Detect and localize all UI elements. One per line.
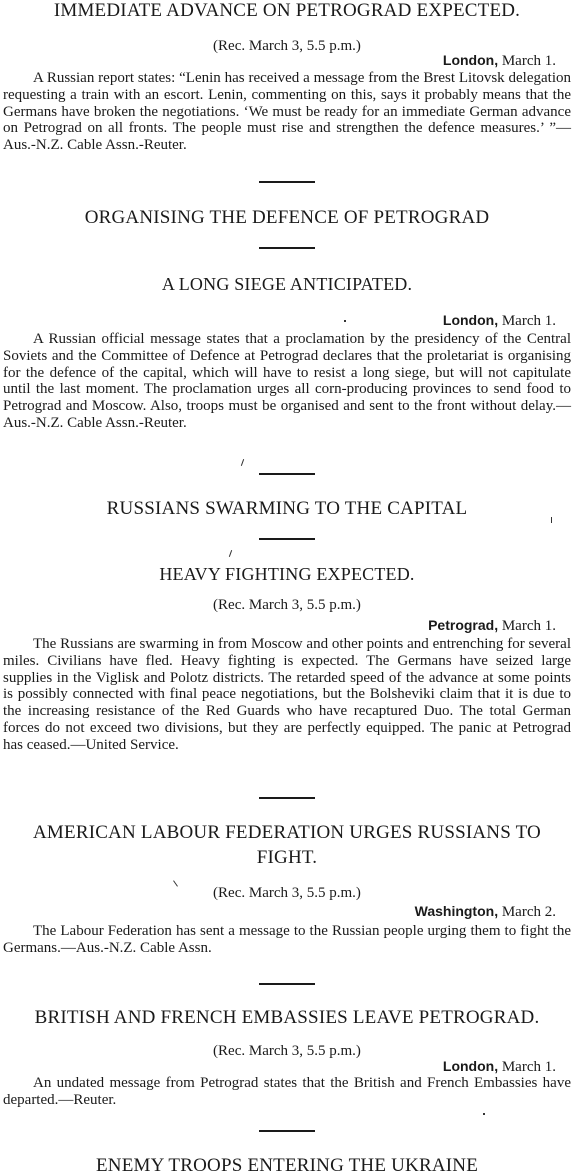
print-speck	[551, 517, 552, 523]
received-line: (Rec. March 3, 5.5 p.m.)	[213, 38, 361, 54]
print-speck	[483, 1113, 485, 1115]
article-body: A Russian report states: “Lenin has received a message from the Brest Litovsk delegation requesting a train with an escort. Lenin, commenting on this, says it probably means that the Germans have broken the negotiations. ‘We must be ready for an immediate German advance on Petrograd on all fronts. The people must rise and strengthen the defence measures.’ ”—Aus.-N.Z. Cable Assn.-Reuter.	[3, 70, 571, 154]
dateline-date: March 1.	[501, 1059, 556, 1075]
section-rule	[259, 473, 315, 475]
subheadline-long-siege: A LONG SIEGE ANTICIPATED.	[161, 274, 413, 294]
article-body: The Labour Federation has sent a message to the Russian people urging them to fight the Germans.—Aus.-N.Z. Cable Assn.	[3, 923, 571, 956]
print-speck	[344, 320, 346, 322]
article-body: An undated message from Petrograd states that the British and French Embassies have departed.—Reuter.	[3, 1075, 571, 1108]
headline-american-labour-line2: FIGHT.	[256, 847, 318, 868]
section-rule	[259, 538, 315, 540]
dateline-date: March 1.	[501, 313, 556, 329]
dateline-date: March 2.	[501, 904, 556, 920]
headline-russians-swarming: RUSSIANS SWARMING TO THE CAPITAL	[106, 498, 468, 519]
headline-enemy-troops: ENEMY TROOPS ENTERING THE UKRAINE	[95, 1155, 479, 1176]
subheadline-heavy-fighting: HEAVY FIGHTING EXPECTED.	[159, 564, 415, 584]
dateline-place: Washington,	[414, 903, 499, 919]
dateline	[0, 904, 574, 920]
article-body: The Russians are swarming in from Moscow and other points and entrenching for several miles. Civilians have fled. Heavy fighting is expected. The Germans have seized large supplies in the Viglisk and Polotz districts. The retarded speed of the advance at some points is possibly connected with final peace negotiations, but the Bolsheviki claim that it is due to the increasing resistance of the Red Guards who have recaptured Duo. The total German forces do not exceed two divisions, but they are perfectly equipped. The panic at Petrograd has ceased.—United Service.	[3, 636, 571, 753]
dateline-place: London,	[442, 312, 499, 328]
section-rule	[259, 247, 315, 249]
section-rule	[259, 181, 315, 183]
dateline	[0, 1059, 574, 1075]
headline-embassies-leave: BRITISH AND FRENCH EMBASSIES LEAVE PETROGRAD.	[34, 1007, 540, 1028]
headline-american-labour: AMERICAN LABOUR FEDERATION URGES RUSSIANS TO	[33, 822, 541, 843]
dateline-place: London,	[442, 1058, 499, 1074]
received-line: (Rec. March 3, 5.5 p.m.)	[213, 885, 361, 901]
dateline	[0, 618, 574, 634]
print-speck	[241, 459, 244, 466]
dateline-place: Petrograd,	[428, 617, 499, 633]
dateline-place: London,	[442, 52, 499, 68]
received-line: (Rec. March 3, 5.5 p.m.)	[213, 1043, 361, 1059]
dateline	[0, 313, 574, 329]
section-rule	[259, 983, 315, 985]
print-speck	[229, 550, 232, 557]
headline-organising-defence: ORGANISING THE DEFENCE OF PETROGRAD	[84, 207, 490, 228]
headline-immediate-advance: IMMEDIATE ADVANCE ON PETROGRAD EXPECTED.	[53, 0, 521, 21]
dateline	[0, 53, 574, 69]
article-body: A Russian official message states that a proclamation by the presidency of the Central Soviets and the Committee of Defence at Petrograd declares that the proletariat is organising for the defence of the capital, which will have to resist a long siege, but will not capitulate until the last moment. The proclamation urges all corn-producing provinces to send food to Petrograd and Moscow. Also, troops must be organised and sent to the front without delay.—Aus.-N.Z. Cable Assn.-Reuter.	[3, 331, 571, 431]
section-rule	[259, 797, 315, 799]
dateline-date: March 1.	[501, 618, 556, 634]
received-line: (Rec. March 3, 5.5 p.m.)	[213, 597, 361, 613]
section-rule	[259, 1130, 315, 1132]
dateline-date: March 1.	[501, 53, 556, 69]
